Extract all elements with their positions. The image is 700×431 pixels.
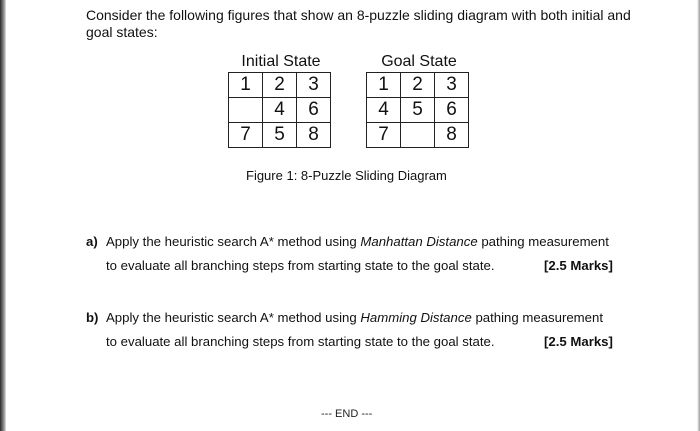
puzzle-tile: 1	[229, 73, 263, 98]
grid-row	[367, 98, 469, 123]
puzzle-tile-blank	[401, 123, 435, 148]
puzzle-tile: 4	[263, 98, 297, 123]
question-b-text-post: pathing measurement	[471, 310, 603, 325]
question-a-marks: [2.5 Marks]	[544, 258, 613, 273]
grid-row	[229, 73, 331, 98]
intro-line-1: Consider the following figures that show an 8-puzzle sliding diagram with both initial and	[86, 7, 631, 23]
puzzle-tile: 2	[263, 73, 297, 98]
question-b-marks: [2.5 Marks]	[544, 334, 613, 349]
goal-state-figure	[366, 52, 472, 148]
puzzle-tile: 6	[297, 98, 331, 123]
question-b	[86, 310, 646, 358]
puzzle-tile: 5	[263, 123, 297, 148]
puzzle-tile: 7	[229, 123, 263, 148]
puzzle-tile: 2	[401, 73, 435, 98]
grid-row	[229, 123, 331, 148]
question-b-italic-term: Hamming Distance	[360, 310, 472, 325]
question-b-text-pre: Apply the heuristic search A* method using	[106, 310, 361, 325]
question-a-text-line2: to evaluate all branching steps from starting state to the goal state.	[106, 258, 495, 273]
puzzle-tile: 6	[435, 98, 469, 123]
grid-row	[229, 98, 331, 123]
puzzle-tile-blank	[229, 98, 263, 123]
page-edge-shadow	[0, 0, 6, 431]
figure-caption: Figure 1: 8-Puzzle Sliding Diagram	[246, 168, 447, 183]
puzzle-tile: 8	[297, 123, 331, 148]
grid-row	[367, 73, 469, 98]
question-a-line-1	[86, 234, 646, 258]
goal-state-grid	[366, 72, 469, 148]
initial-state-figure	[228, 52, 334, 148]
puzzle-tile: 1	[367, 73, 401, 98]
puzzle-tile: 4	[367, 98, 401, 123]
question-a	[86, 234, 646, 282]
question-a-text-post: pathing measurement	[477, 234, 609, 249]
question-b-line-2	[86, 334, 646, 358]
question-a-italic-term: Manhattan Distance	[360, 234, 478, 249]
question-b-text-line2: to evaluate all branching steps from starting state to the goal state.	[106, 334, 495, 349]
puzzle-tile: 3	[297, 73, 331, 98]
grid-row	[367, 123, 469, 148]
puzzle-tile: 7	[367, 123, 401, 148]
intro-line-2: goal states:	[86, 24, 158, 40]
question-b-letter: b)	[86, 310, 99, 325]
puzzle-tile: 3	[435, 73, 469, 98]
question-a-letter: a)	[86, 234, 98, 249]
goal-state-title: Goal State	[381, 53, 457, 70]
initial-state-grid	[228, 72, 331, 148]
question-b-line-1	[86, 310, 646, 334]
intro-paragraph	[86, 7, 646, 41]
initial-state-title: Initial State	[241, 53, 321, 70]
puzzle-tile: 5	[401, 98, 435, 123]
end-marker: --- END ---	[321, 408, 373, 420]
puzzle-tile: 8	[435, 123, 469, 148]
question-a-text-pre: Apply the heuristic search A* method using	[106, 234, 361, 249]
question-a-line-2	[86, 258, 646, 282]
